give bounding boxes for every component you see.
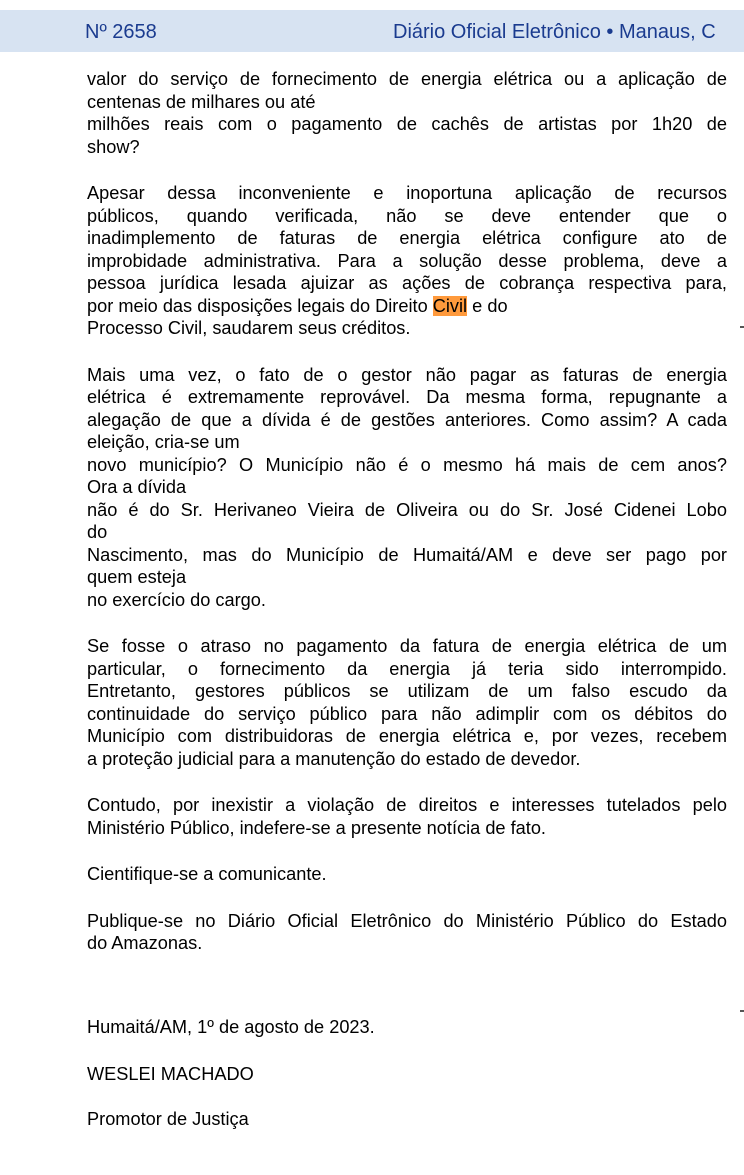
paragraph-7 xyxy=(87,910,727,955)
text-line: Contudo, por inexistir a violação de direitos e interesses tutelados pelo xyxy=(87,795,727,815)
document-body xyxy=(87,68,727,979)
gazette-title: Diário Oficial Eletrônico • Manaus, C xyxy=(393,21,716,43)
text-line: Ora a dívida xyxy=(87,477,187,497)
text-line: inadimplemento de faturas de energia elétrica configure ato de xyxy=(87,228,727,248)
text-segment: por meio das disposições legais do Direito xyxy=(87,295,433,316)
text-line: show? xyxy=(87,136,140,157)
text-line: Ministério Público, indefere-se a presente notícia de fato. xyxy=(87,817,546,838)
text-line: centenas de milhares ou até xyxy=(87,91,316,112)
signatory-role: Promotor de Justiça xyxy=(87,1109,249,1129)
text-line: Município com distribuidoras de energia elétrica e, por vezes, recebem xyxy=(87,726,727,746)
text-line: Processo Civil, saudarem seus créditos. xyxy=(87,318,411,338)
paragraph-3 xyxy=(87,364,727,612)
paragraph-2 xyxy=(87,182,727,340)
text-line: Cientifique-se a comunicante. xyxy=(87,864,327,884)
text-line: valor do serviço de fornecimento de energia elétrica ou a aplicação de xyxy=(87,69,727,89)
text-line: elétrica é extremamente reprovável. Da mesma forma, repugnante a xyxy=(87,387,727,407)
edge-mark xyxy=(740,1010,744,1012)
edge-mark xyxy=(740,326,744,328)
paragraph-5 xyxy=(87,794,727,839)
text-line: improbidade administrativa. Para a solução desse problema, deve a xyxy=(87,250,727,271)
text-line: Se fosse o atraso no pagamento da fatura de energia elétrica de um xyxy=(87,636,727,656)
text-line: continuidade do serviço público para não adimplir com os débitos do xyxy=(87,703,727,724)
text-line xyxy=(87,295,727,318)
text-line: não é do Sr. Herivaneo Vieira de Oliveira ou do Sr. José Cidenei Lobo xyxy=(87,499,727,520)
text-line: Mais uma vez, o fato de o gestor não pagar as faturas de energia xyxy=(87,364,727,385)
text-line: a proteção judicial para a manutenção do estado de devedor. xyxy=(87,748,581,769)
text-line: públicos, quando verificada, não se deve entender que o xyxy=(87,205,727,226)
text-line: do xyxy=(87,522,108,542)
text-line: no exercício do cargo. xyxy=(87,589,266,610)
paragraph-4 xyxy=(87,635,727,770)
text-line: pessoa jurídica lesada ajuizar as ações de cobrança respectiva para, xyxy=(87,273,727,293)
text-line: eleição, cria-se um xyxy=(87,432,240,452)
text-line: quem esteja xyxy=(87,567,187,587)
text-line: Apesar dessa inconveniente e inoportuna aplicação de recursos xyxy=(87,183,727,203)
highlighted-word: Civil xyxy=(432,295,468,316)
text-line: alegação de que a dívida é de gestões anteriores. Como assim? A cada xyxy=(87,409,727,430)
paragraph-1 xyxy=(87,68,727,158)
header-bar xyxy=(0,10,744,52)
text-line: particular, o fornecimento da energia já teria sido interrompido. xyxy=(87,658,727,679)
text-line: Publique-se no Diário Oficial Eletrônico do Ministério Público do Estado xyxy=(87,910,727,931)
text-line: Nascimento, mas do Município de Humaitá/AM e deve ser pago por xyxy=(87,544,727,565)
text-line: milhões reais com o pagamento de cachês de artistas por 1h20 de xyxy=(87,114,727,134)
paragraph-6 xyxy=(87,863,727,886)
text-line: do Amazonas. xyxy=(87,933,203,953)
signatory-name: WESLEI MACHADO xyxy=(87,1064,254,1084)
place-date: Humaitá/AM, 1º de agosto de 2023. xyxy=(87,1017,375,1037)
text-line: novo município? O Município não é o mesmo há mais de cem anos? xyxy=(87,454,727,475)
issue-number: Nº 2658 xyxy=(85,21,157,43)
text-segment: e do xyxy=(467,295,508,316)
text-line: Entretanto, gestores públicos se utilizam de um falso escudo da xyxy=(87,681,727,701)
